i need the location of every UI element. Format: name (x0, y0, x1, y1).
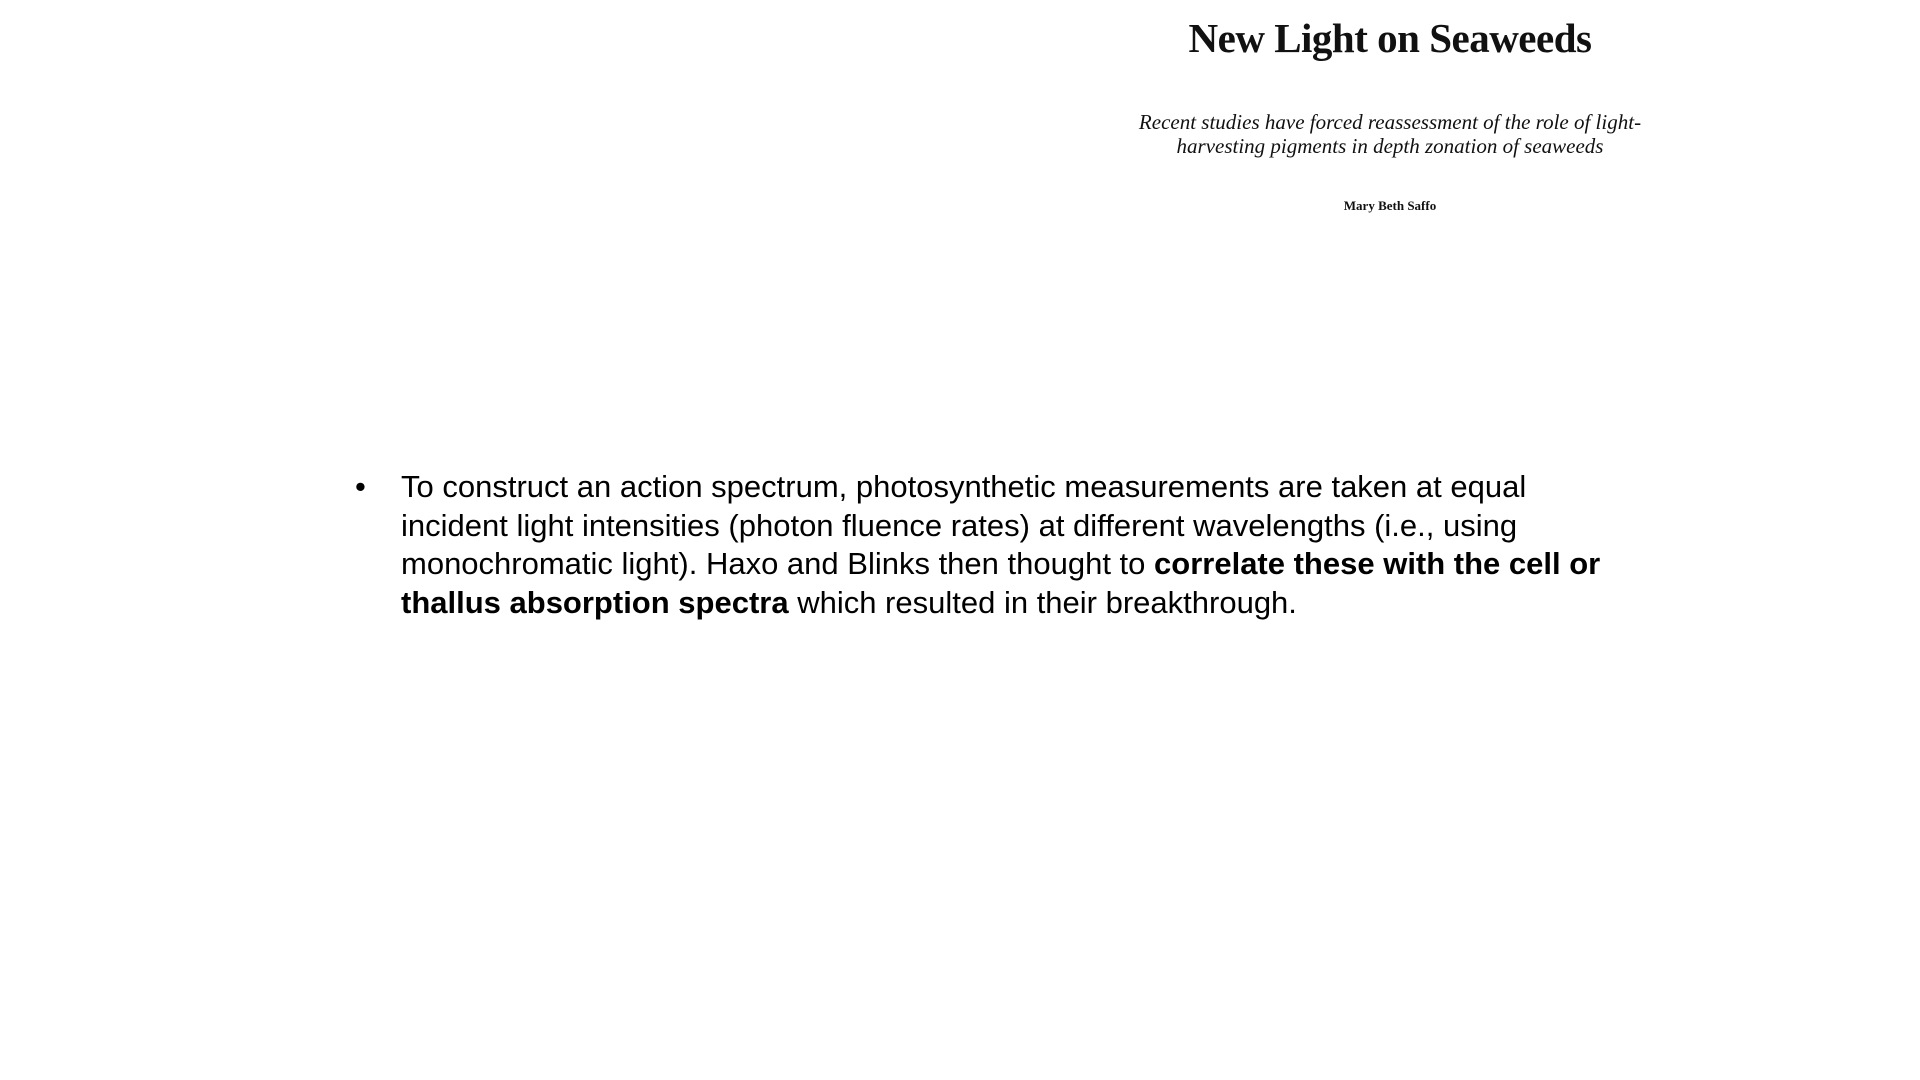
bullet-text-regular: To construct an action spectrum, photosynthetic measurements are taken at equal incident light intensities (photon fluence rates) at different wavelengths (i.e., using monochromatic light). Haxo and Blinks then thought to (401, 469, 1527, 581)
bullet-list (355, 468, 1615, 622)
article-subtitle-line-2: harvesting pigments in depth zonation of seaweeds (1176, 134, 1604, 158)
bullet-text-bold: correlate these with the cell or thallus absorption spectra (401, 546, 1601, 620)
article-author: Mary Beth Saffo (1343, 198, 1437, 213)
bullet-dot-icon: • (355, 469, 366, 504)
bullet-text-regular-end: which resulted in their breakthrough. (788, 584, 1297, 620)
article-header-image (1090, 0, 1690, 214)
article-subtitle-line-1: Recent studies have forced reassessment of the role of light- (1138, 110, 1642, 134)
article-title: New Light on Seaweeds (1188, 15, 1592, 61)
bullet-item (355, 468, 1615, 622)
article-subtitle (1090, 110, 1690, 158)
